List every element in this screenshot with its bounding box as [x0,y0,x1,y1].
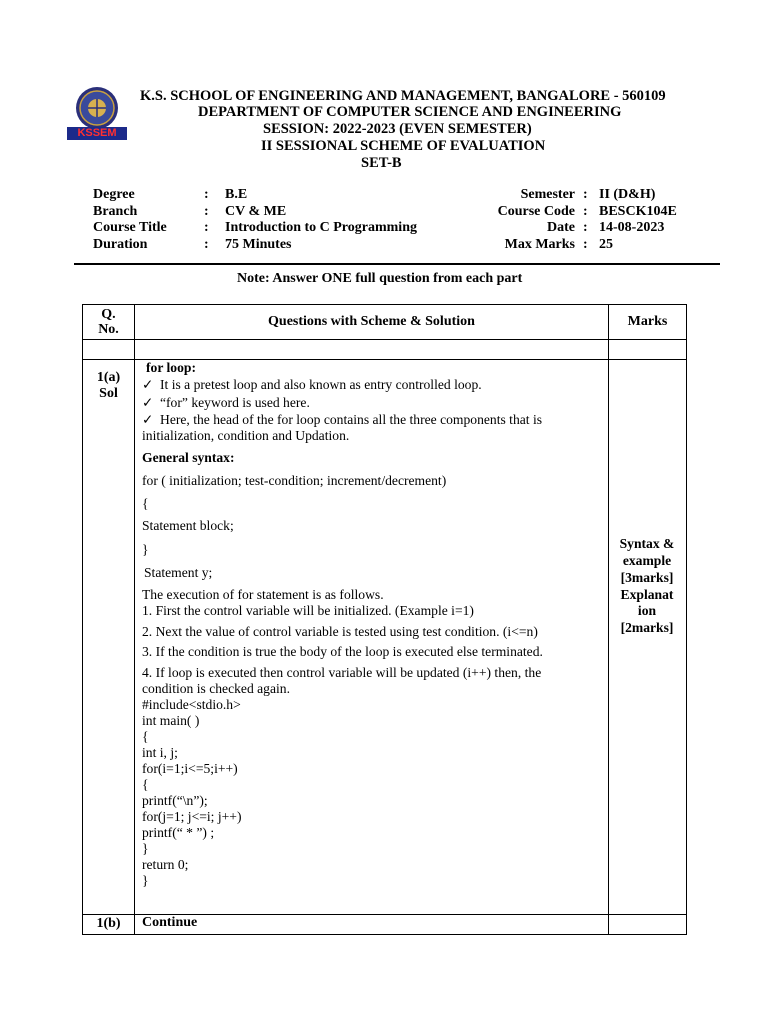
branch-label: Branch [93,204,138,219]
q1a-marks-cell [608,359,687,915]
continue-label: Continue [142,915,198,930]
course-code-label: Course Code [497,204,575,219]
column-header-qno-line1: Q. [101,307,116,322]
marks-line: [3marks] [620,570,674,585]
course-title-colon: : [204,220,209,235]
session: SESSION: 2022-2023 (EVEN SEMESTER) [263,121,532,137]
marks-line: Explanat [620,587,674,602]
execution-step-4: 4. If loop is executed then control variable will be updated (i++) then, the [142,665,542,680]
bullet-2: ✓ “for” keyword is used here. [142,395,310,410]
code-line: #include<stdio.h> [142,697,241,712]
college-name: K.S. SCHOOL OF ENGINEERING AND MANAGEMENT, BANGALORE - 560109 [140,88,666,104]
branch-value: CV & ME [225,204,287,219]
branch-colon: : [204,204,209,219]
duration-value: 75 Minutes [225,237,292,252]
answer-heading: for loop: [146,360,196,375]
column-header-marks: Marks [627,314,668,329]
checkmark-icon: ✓ [142,395,154,410]
duration-colon: : [204,237,209,252]
instructions-note: Note: Answer ONE full question from each part [237,271,523,286]
solution-label: Sol [99,386,118,401]
code-line: int main( ) [142,713,200,728]
course-code-value: BESCK104E [599,204,677,219]
course-title-value: Introduction to C Programming [225,220,417,235]
degree-label: Degree [93,187,135,202]
syntax-line: for ( initialization; test-condition; increment/decrement) [142,473,447,488]
code-line: printf(“ * ”) ; [142,825,215,840]
max-marks-value: 25 [599,237,613,252]
code-line: } [142,873,149,888]
code-line: printf(“\n”); [142,793,208,808]
spacer-divider-1 [134,339,135,360]
code-line: for(i=1;i<=5;i++) [142,761,238,776]
execution-step-3: 3. If the condition is true the body of the loop is executed else terminated. [142,644,543,659]
syntax-line: Statement y; [144,565,213,580]
course-code-colon: : [583,204,588,219]
execution-step-2: 2. Next the value of control variable is tested using test condition. (i<=n) [142,624,538,639]
column-header-qno-line2: No. [98,322,119,337]
code-line: } [142,841,149,856]
question-number-1a: 1(a) [96,370,121,385]
execution-step-4-continued: condition is checked again. [142,681,290,696]
syntax-heading: General syntax: [142,450,235,465]
spacer-row [82,339,687,360]
header-divider [74,263,720,265]
code-line: return 0; [142,857,189,872]
syntax-line: { [142,496,149,511]
bullet-3: ✓ Here, the head of the for loop contains all the three components that is [142,412,543,427]
execution-step-1: 1. First the control variable will be initialized. (Example i=1) [142,603,474,618]
logo-text: KSSEM [77,127,117,139]
marks-line: example [622,553,672,568]
code-line: { [142,777,149,792]
course-title-label: Course Title [93,220,167,235]
semester-label: Semester [520,187,575,202]
set-label: SET-B [361,155,402,171]
date-label: Date [547,220,575,235]
column-header-questions: Questions with Scheme & Solution [268,314,475,329]
q1b-answer-cell [134,914,609,935]
duration-label: Duration [93,237,148,252]
marks-line: Syntax & [619,536,675,551]
marks-line: [2marks] [620,620,674,635]
date-value: 14-08-2023 [599,220,665,235]
q1a-qno-cell [82,359,135,915]
exam-title: II SESSIONAL SCHEME OF EVALUATION [261,138,546,154]
max-marks-label: Max Marks [504,237,575,252]
bullet-1: ✓ It is a pretest loop and also known as entry controlled loop. [142,377,482,392]
department-name: DEPARTMENT OF COMPUTER SCIENCE AND ENGINEERING [198,104,622,120]
q1b-marks-cell [608,914,687,935]
checkmark-icon: ✓ [142,412,154,427]
code-line: { [142,729,149,744]
spacer-divider-2 [608,339,609,360]
marks-line: ion [637,603,657,618]
degree-value: B.E [225,187,248,202]
question-number-1b: 1(b) [96,916,121,931]
bullet-3-continued: initialization, condition and Updation. [142,428,350,443]
semester-colon: : [583,187,588,202]
syntax-line: } [142,542,149,557]
semester-value: II (D&H) [599,187,656,202]
code-line: for(j=1; j<=i; j++) [142,809,242,824]
checkmark-icon: ✓ [142,377,154,392]
execution-intro: The execution of for statement is as follows. [142,587,384,602]
date-colon: : [583,220,588,235]
college-logo [66,84,128,144]
code-line: int i, j; [142,745,178,760]
max-marks-colon: : [583,237,588,252]
degree-colon: : [204,187,209,202]
syntax-line: Statement block; [142,518,234,533]
